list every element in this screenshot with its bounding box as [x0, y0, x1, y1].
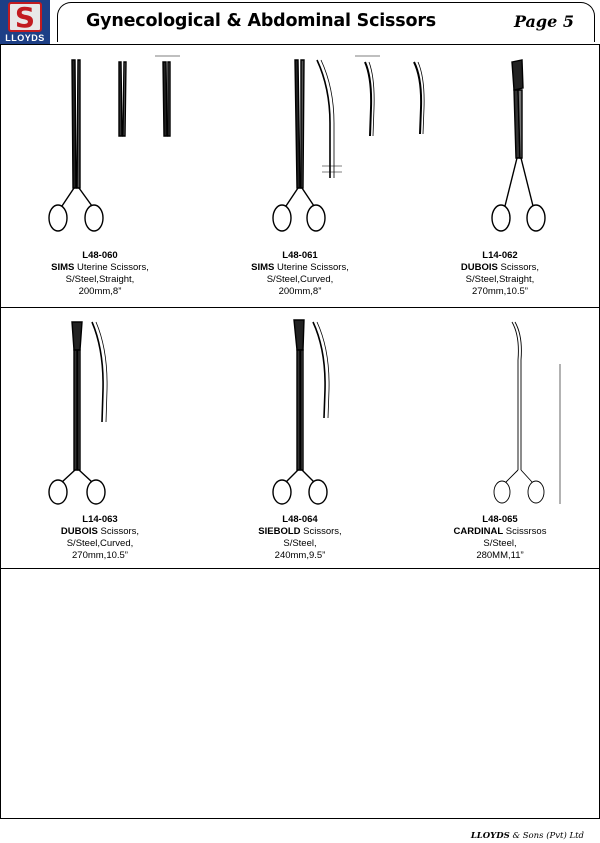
- product-size: 270mm,10.5”: [72, 550, 128, 561]
- product-material: S/Steel,Straight,: [65, 274, 135, 285]
- product-name: SIMS: [51, 262, 75, 273]
- product-name: DUBOIS: [60, 526, 98, 537]
- product-desc: Scissors,: [97, 526, 140, 537]
- product-size: 240mm,9.5”: [274, 550, 326, 561]
- product-desc: Uterine Scissors,: [274, 262, 349, 273]
- product-material: S/Steel,: [283, 538, 317, 549]
- product-material: S/Steel,Curved,: [66, 538, 134, 549]
- product-card: [200, 310, 400, 568]
- product-desc: Scissors,: [497, 262, 540, 273]
- product-card: [400, 48, 600, 306]
- product-caption: [200, 514, 400, 562]
- product-name: CARDINAL: [453, 526, 504, 537]
- product-code: L14-063: [82, 514, 118, 525]
- row-divider: [0, 568, 600, 569]
- product-caption: [200, 250, 400, 298]
- row-divider: [0, 307, 600, 308]
- logo-text: LLOYDS: [5, 33, 45, 43]
- logo-emblem: [8, 2, 42, 32]
- scissors-image: [200, 48, 400, 238]
- scissors-image: [0, 48, 200, 238]
- product-desc: Scissrsos: [503, 526, 547, 537]
- product-desc: Uterine Scissors,: [74, 262, 149, 273]
- product-size: 280MM,11”: [476, 550, 524, 561]
- product-name: SIMS: [251, 262, 275, 273]
- scissors-image: [400, 310, 600, 510]
- product-card: [0, 310, 200, 568]
- footer-brand: LLOYDS: [470, 831, 510, 841]
- footer-company: [471, 831, 584, 841]
- product-card: [0, 48, 200, 306]
- product-code: L48-061: [282, 250, 318, 261]
- product-code: L48-065: [482, 514, 518, 525]
- scissors-image: [200, 310, 400, 510]
- product-size: 200mm,8”: [278, 286, 322, 297]
- product-material: S/Steel,Curved,: [266, 274, 334, 285]
- product-name: DUBOIS: [460, 262, 498, 273]
- product-caption: [400, 250, 600, 298]
- product-desc: Scissors,: [300, 526, 342, 537]
- product-size: 270mm,10.5”: [472, 286, 528, 297]
- product-card: [400, 310, 600, 568]
- product-size: 200mm,8”: [78, 286, 122, 297]
- product-caption: [400, 514, 600, 562]
- scissors-image: [0, 310, 200, 510]
- page-number: Page 5: [513, 12, 574, 31]
- product-caption: [0, 250, 200, 298]
- product-name: SIEBOLD: [258, 526, 301, 537]
- footer-rest: & Sons (Pvt) Ltd: [509, 831, 584, 841]
- product-code: L14-062: [482, 250, 518, 261]
- product-caption: [0, 514, 200, 562]
- page-title: Gynecological & Abdominal Scissors: [86, 11, 436, 31]
- product-material: S/Steel,: [483, 538, 517, 549]
- product-code: L48-060: [82, 250, 118, 261]
- lloyds-logo: [0, 0, 50, 45]
- product-card: [200, 48, 400, 306]
- logo-letter: S: [14, 1, 36, 34]
- product-code: L48-064: [282, 514, 318, 525]
- product-material: S/Steel,Straight,: [465, 274, 535, 285]
- scissors-image: [400, 48, 600, 238]
